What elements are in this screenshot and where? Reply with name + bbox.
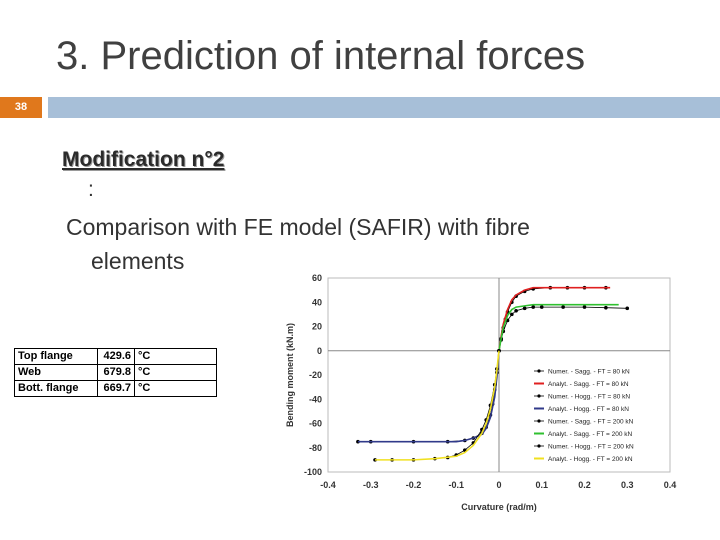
legend-label: Numer. - Sagg. - FT = 200 kN xyxy=(548,418,634,426)
x-tick-label: -0.1 xyxy=(448,480,465,490)
temp-value-cell: 679.8 xyxy=(98,365,135,381)
legend-label: Analyt. - Hogg. - FT = 200 kN xyxy=(548,456,633,463)
x-tick-label: 0 xyxy=(496,480,502,490)
section-heading: Modification n°2 xyxy=(62,148,225,171)
data-point xyxy=(561,305,565,309)
legend-swatch-dot xyxy=(537,419,540,422)
y-tick-label: -80 xyxy=(308,442,322,453)
y-tick-label: 0 xyxy=(316,345,322,356)
legend-label: Analyt. - Hogg. - FT = 80 kN xyxy=(548,406,629,413)
temp-unit-cell: °C xyxy=(135,349,217,365)
data-point xyxy=(531,305,535,309)
y-tick-label: -40 xyxy=(308,394,322,405)
temp-name-cell: Top flange xyxy=(15,349,98,365)
data-point xyxy=(510,313,514,317)
temp-value-cell: 429.6 xyxy=(98,349,135,365)
x-tick-label: 0.2 xyxy=(578,480,591,490)
data-point xyxy=(625,307,629,311)
heading-colon: : xyxy=(88,178,94,201)
table-row xyxy=(15,365,217,381)
y-tick-label: -60 xyxy=(308,418,322,429)
temp-unit-cell: °C xyxy=(135,381,217,397)
x-tick-label: -0.2 xyxy=(405,480,422,490)
data-point xyxy=(514,309,518,313)
x-tick-label: 0.3 xyxy=(620,480,634,490)
temp-value-cell: 669.7 xyxy=(98,381,135,397)
legend-label: Analyt. - Sagg. - FT = 200 kN xyxy=(548,431,633,438)
temperature-table xyxy=(14,348,217,397)
moment-curvature-chart xyxy=(280,268,690,518)
x-tick-label: -0.3 xyxy=(362,480,379,490)
x-axis-label: Curvature (rad/m) xyxy=(461,502,537,512)
legend-swatch-dot xyxy=(537,444,540,447)
legend-label: Analyt. - Sagg. - FT = 80 kN xyxy=(548,381,629,388)
y-tick-label: 40 xyxy=(311,297,322,308)
x-tick-label: 0.1 xyxy=(535,480,549,490)
data-point xyxy=(523,307,527,311)
y-tick-label: 60 xyxy=(311,273,322,283)
legend-swatch-dot xyxy=(537,394,540,397)
slide-title: 3. Prediction of internal forces xyxy=(56,34,586,78)
x-tick-label: -0.4 xyxy=(320,480,336,490)
y-tick-label: 20 xyxy=(311,321,322,332)
header-bar xyxy=(48,97,720,118)
data-point xyxy=(540,305,544,309)
y-tick-label: -20 xyxy=(308,370,322,380)
x-tick-label: 0.4 xyxy=(663,480,677,490)
y-tick-label: -100 xyxy=(303,467,322,477)
y-axis-label: Bending moment (kN.m) xyxy=(285,322,295,428)
body-text-line-1: Comparison with FE model (SAFIR) with fibre xyxy=(66,214,530,240)
body-text-line-2: elements xyxy=(91,248,185,274)
legend-swatch-dot xyxy=(537,369,540,372)
legend-label: Numer. - Hogg. - FT = 80 kN xyxy=(548,393,631,401)
temp-name-cell: Web xyxy=(15,365,98,381)
legend-label: Numer. - Hogg. - FT = 200 kN xyxy=(548,443,634,451)
data-point xyxy=(583,305,587,309)
temp-name-cell: Bott. flange xyxy=(15,381,98,397)
temp-unit-cell: °C xyxy=(135,365,217,381)
legend-label: Numer. - Sagg. - FT = 80 kN xyxy=(548,368,630,376)
table-row xyxy=(15,349,217,365)
data-point xyxy=(604,306,608,310)
page-number: 38 xyxy=(0,97,42,118)
table-row xyxy=(15,381,217,397)
